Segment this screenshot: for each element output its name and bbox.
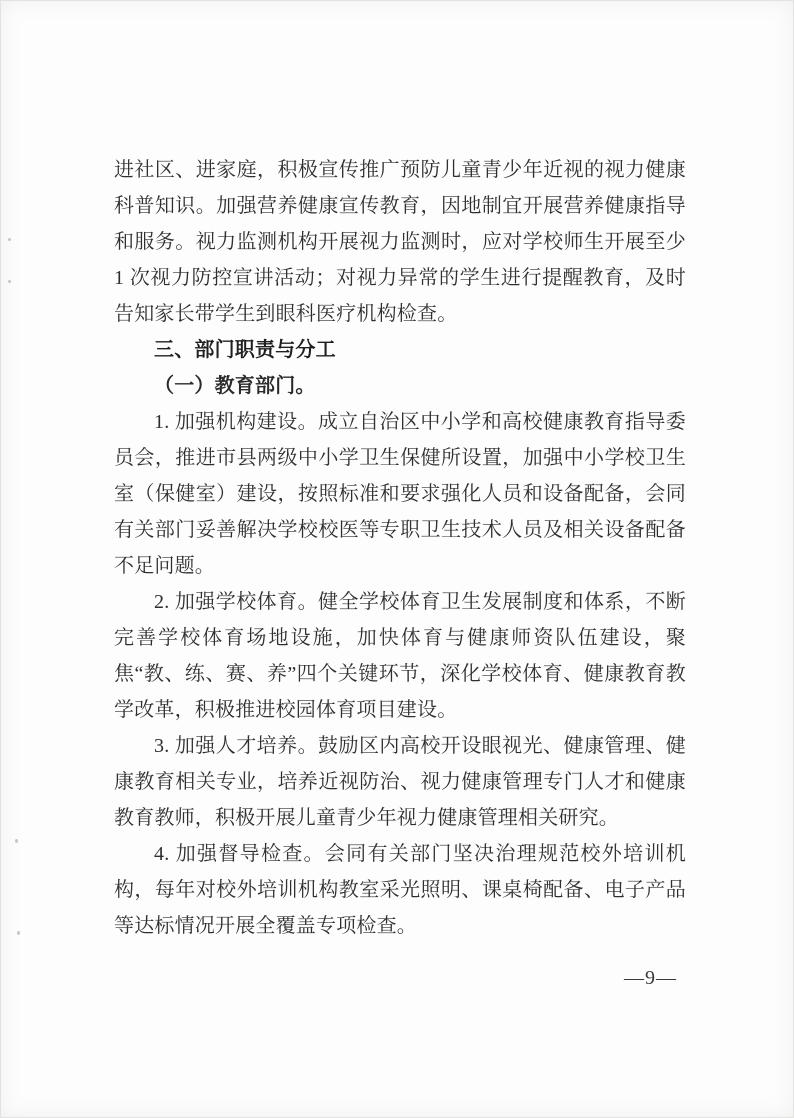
scan-speck [8, 238, 11, 241]
scan-speck [17, 931, 20, 935]
numbered-paragraph-1: 1. 加强机构建设。成立自治区中小学和高校健康教育指导委员会，推进市县两级中小学卫生保健所设置，加强中小学校卫生室（保健室）建设，按照标准和要求强化人员和设备配备，会同有关部门妥善解决学校校医等专职卫生技术人员及相关设备配备不足问题。 [114, 411, 686, 577]
numbered-paragraph-2: 2. 加强学校体育。健全学校体育卫生发展制度和体系，不断完善学校体育场地设施，加快体育与健康师资队伍建设，聚焦“教、练、赛、养”四个关键环节，深化学校体育、健康教育教学改革，积极推进校园体育项目建设。 [114, 591, 686, 721]
document-text [114, 152, 686, 944]
page-number: —9— [624, 967, 677, 989]
subsection-heading: （一）教育部门。 [154, 375, 316, 397]
scan-speck [8, 280, 11, 283]
numbered-paragraph-4: 4. 加强督导检查。会同有关部门坚决治理规范校外培训机构，每年对校外培训机构教室采光照明、课桌椅配备、电子产品等达标情况开展全覆盖专项检查。 [114, 843, 686, 937]
body-paragraph-continued: 进社区、进家庭，积极宣传推广预防儿童青少年近视的视力健康科普知识。加强营养健康宣传教育，因地制宜开展营养健康指导和服务。视力监测机构开展视力监测时，应对学校师生开展至少1 次视力防控宣讲活动；对视力异常的学生进行提醒教育，及时告知家长带学生到眼科医疗机构检查。 [114, 159, 686, 325]
section-heading: 三、部门职责与分工 [154, 339, 336, 361]
numbered-paragraph-3: 3. 加强人才培养。鼓励区内高校开设眼视光、健康管理、健康教育相关专业，培养近视防治、视力健康管理专门人才和健康教育教师，积极开展儿童青少年视力健康管理相关研究。 [114, 735, 686, 829]
scan-speck [15, 839, 18, 843]
